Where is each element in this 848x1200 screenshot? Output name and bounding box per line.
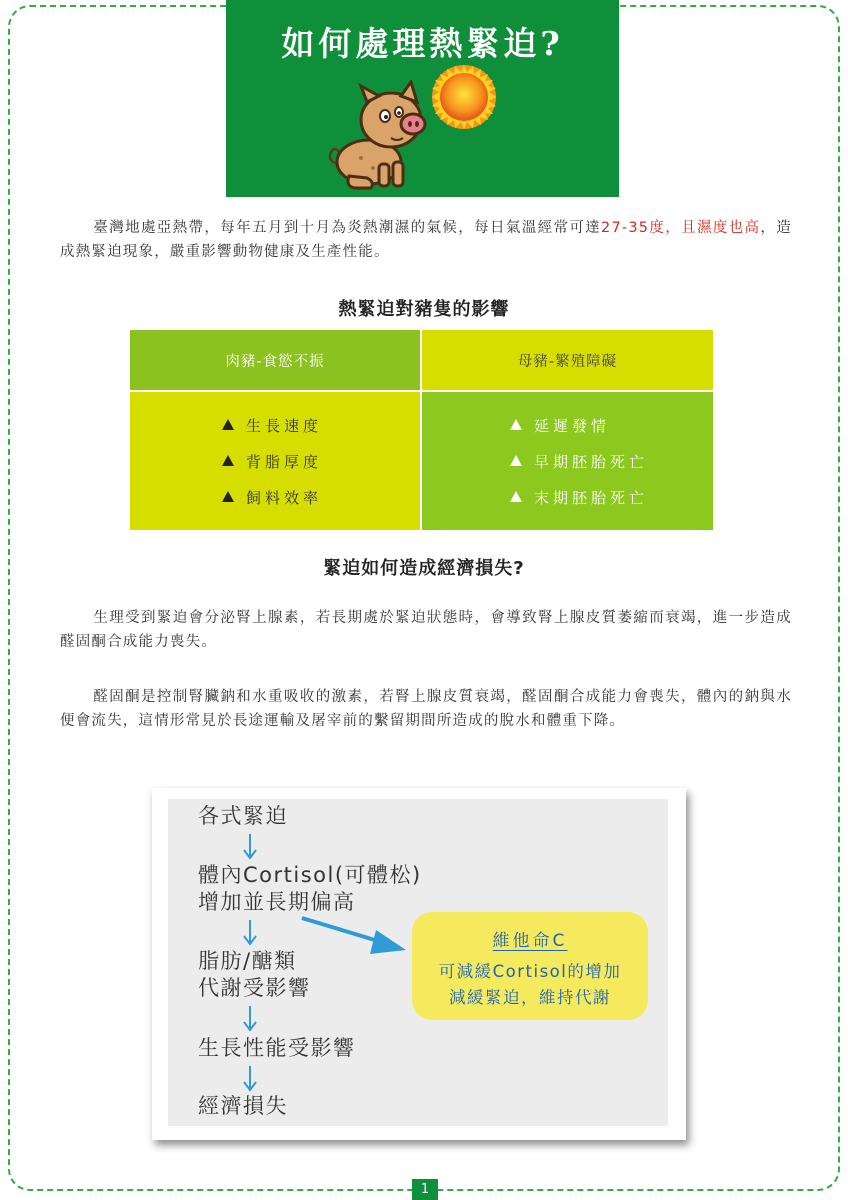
section-title-heat-stress-effects: 熱緊迫對豬隻的影響 xyxy=(338,299,510,320)
list-item: 末期胚胎死亡 xyxy=(510,486,713,522)
flow-step-cortisol-line2: 增加並長期偏高 xyxy=(198,890,356,914)
list-item: 背脂厚度 xyxy=(222,450,420,486)
vitamin-c-line2: 減緩緊迫，維持代謝 xyxy=(449,988,611,1007)
intro-text-part-a: 臺灣地處亞熱帶，每年五月到十月為炎熱潮濕的氣候，每日氣溫經常可達 xyxy=(93,220,602,236)
vitamin-c-line1: 可減緩Cortisol的增加 xyxy=(438,962,622,981)
vitamin-c-title: 維他命C xyxy=(492,931,568,951)
triangle-icon xyxy=(222,455,234,466)
list-item: 生長速度 xyxy=(222,414,420,450)
triangle-icon xyxy=(510,491,522,502)
table-header-finishing-pigs: 肉豬-食慾不振 xyxy=(130,330,420,390)
flow-step-cortisol-line1: 體內Cortisol(可體松) xyxy=(198,863,422,887)
table-header-sows: 母豬-繁殖障礙 xyxy=(422,330,713,390)
pointer-arrow-icon xyxy=(300,912,412,958)
flow-step-metabolism-line2: 代謝受影響 xyxy=(198,976,311,1000)
page-title: 如何處理熱緊迫? xyxy=(281,24,564,63)
section-title-economic-loss: 緊迫如何造成經濟損失? xyxy=(323,558,525,579)
header-banner xyxy=(226,0,619,197)
down-arrow-icon xyxy=(243,1066,257,1092)
triangle-icon xyxy=(510,419,522,430)
triangle-icon xyxy=(222,419,234,430)
down-arrow-icon xyxy=(243,920,257,946)
effects-table xyxy=(130,330,713,530)
flow-step-metabolism-line1: 脂肪/醣類 xyxy=(198,949,297,973)
paragraph-aldosterone: 醛固酮是控制腎臟鈉和水重吸收的激素，若腎上腺皮質衰竭，醛固酮合成能力會喪失，體內的鈉與水便會流失，這情形常見於長途運輸及屠宰前的繫留期間所造成的脫水和體重下降。 xyxy=(60,689,792,729)
page-number: 1 xyxy=(412,1179,438,1200)
triangle-icon xyxy=(510,455,522,466)
paragraph-adrenaline: 生理受到緊迫會分泌腎上腺素，若長期處於緊迫狀態時，會導致腎上腺皮質萎縮而衰竭，進一步造成醛固酮合成能力喪失。 xyxy=(60,610,792,650)
down-arrow-icon xyxy=(243,1006,257,1032)
table-cell-sows xyxy=(422,392,713,530)
intro-text-part-b: ，造成熱緊迫現象，嚴重影響動物健康及生產性能。 xyxy=(60,220,792,260)
flow-step-economic-loss: 經濟損失 xyxy=(198,1094,288,1118)
list-item: 早期胚胎死亡 xyxy=(510,450,713,486)
intro-paragraph xyxy=(60,216,792,264)
sun-icon xyxy=(431,64,497,130)
flow-step-growth: 生長性能受影響 xyxy=(198,1036,356,1060)
list-item: 延遲發情 xyxy=(510,414,713,450)
intro-highlight-humidity: 且濕度也高 xyxy=(681,220,761,236)
pig-illustration xyxy=(321,80,441,192)
table-cell-finishing-pigs xyxy=(130,392,420,530)
down-arrow-icon xyxy=(243,834,257,860)
intro-highlight-temperature: 27-35度， xyxy=(601,220,682,236)
vitamin-c-callout xyxy=(412,912,648,1020)
triangle-icon xyxy=(222,491,234,502)
list-item: 飼料效率 xyxy=(222,486,420,522)
flow-step-stress: 各式緊迫 xyxy=(198,804,288,828)
